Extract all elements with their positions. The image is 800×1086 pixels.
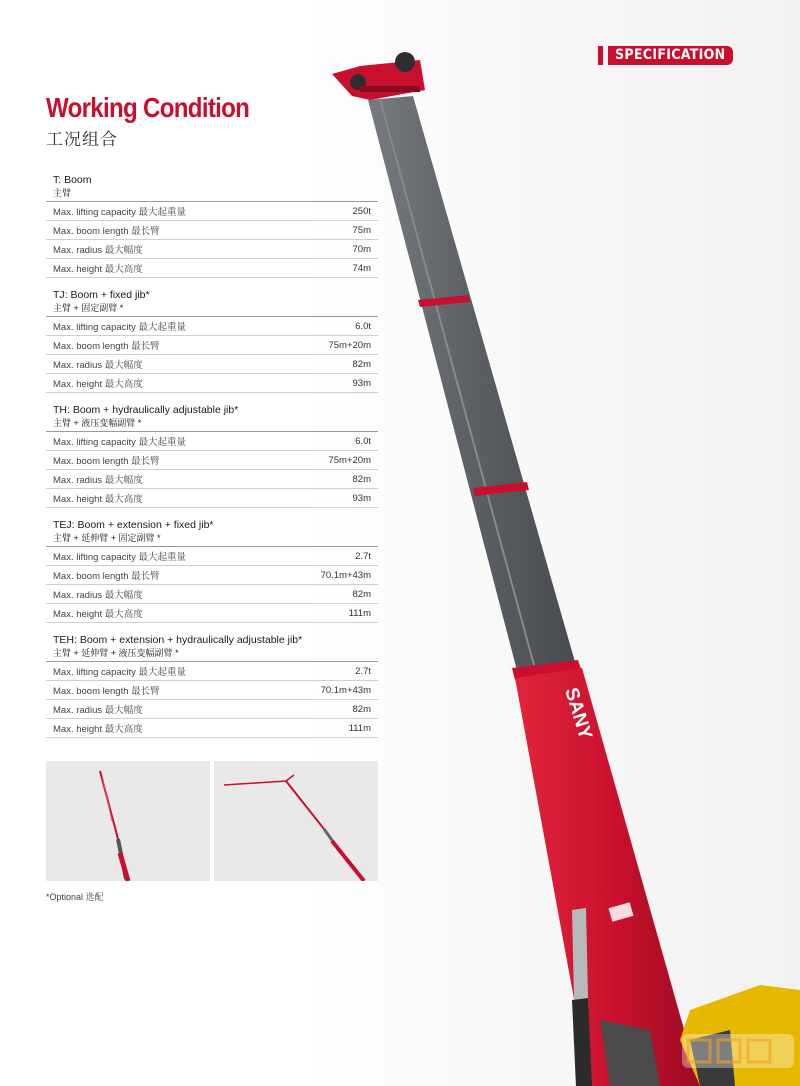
spec-label: Max. height 最大高度 [53,379,143,390]
group-heading [46,633,378,662]
spec-group-teh [46,633,378,738]
spec-value: 75m+20m [328,339,371,351]
spec-group-tj [46,288,378,393]
spec-value: 70m [352,243,371,255]
spec-label: Max. boom length 最长臂 [53,341,160,352]
spec-group-th [46,403,378,508]
spec-row [46,585,378,604]
spec-value: 111m [348,722,371,734]
configuration-thumbnails [46,761,378,881]
spec-value: 74m [352,262,371,274]
spec-label: Max. lifting capacity 最大起重量 [53,207,187,218]
crane-thumbnail-1-icon [46,761,210,881]
spec-label: Max. boom length 最长臂 [53,226,160,237]
spec-label: Max. height 最大高度 [53,264,143,275]
spec-value: 70.1m+43m [320,569,371,581]
group-title-cn: 主臂 + 延伸臂 + 固定副臂 * [53,533,161,543]
group-title-cn: 主臂 [53,188,72,198]
spec-label: Max. radius 最大幅度 [53,360,143,371]
spec-label: Max. radius 最大幅度 [53,590,143,601]
spec-value: 2.7t [355,665,371,677]
optional-footnote: *Optional 选配 [46,892,104,902]
spec-value: 250t [352,205,371,217]
group-title-en: TEJ: Boom + extension + fixed jib* [53,519,214,531]
watermark-logo-icon [678,1022,798,1082]
spec-value: 6.0t [355,320,371,332]
spec-label: Max. height 最大高度 [53,724,143,735]
group-title-en: TH: Boom + hydraulically adjustable jib* [53,404,239,416]
spec-label: Max. boom length 最长臂 [53,456,160,467]
spec-row [46,470,378,489]
thumbnail-boom-luffing-jib [214,761,378,881]
specification-label: SPECIFICATION [608,46,733,65]
spec-label: Max. boom length 最长臂 [53,686,160,697]
group-title-en: TJ: Boom + fixed jib* [53,289,150,301]
spec-value: 75m [352,224,371,236]
crane-thumbnail-2-icon [214,761,378,881]
thumbnail-boom-fixed-jib [46,761,210,881]
spec-value: 82m [352,473,371,485]
spec-label: Max. lifting capacity 最大起重量 [53,552,187,563]
page-title: Working Condition [46,92,250,123]
spec-value: 2.7t [355,550,371,562]
spec-label: Max. radius 最大幅度 [53,245,143,256]
spec-row [46,432,378,451]
spec-row [46,451,378,470]
group-title-en: T: Boom [53,174,92,186]
spec-value: 6.0t [355,435,371,447]
spec-group-tej [46,518,378,623]
spec-value: 82m [352,703,371,715]
group-title-cn: 主臂 + 延伸臂 + 液压变幅副臂 * [53,648,179,658]
spec-value: 70.1m+43m [320,684,371,696]
spec-row [46,662,378,681]
spec-groups [46,173,378,748]
spec-row [46,336,378,355]
group-title-cn: 主臂 + 固定副臂 * [53,303,124,313]
spec-group-t [46,173,378,278]
spec-row [46,566,378,585]
spec-row [46,700,378,719]
group-title-en: TEH: Boom + extension + hydraulically adjustable jib* [53,634,303,646]
spec-row [46,604,378,623]
spec-row [46,221,378,240]
spec-row [46,202,378,221]
spec-row [46,374,378,393]
spec-value: 82m [352,358,371,370]
spec-row [46,240,378,259]
specification-tag [598,46,733,65]
page-subtitle: 工况组合 [46,130,118,150]
group-heading [46,173,378,202]
spec-label: Max. height 最大高度 [53,494,143,505]
tag-accent-bar [598,46,603,65]
spec-label: Max. lifting capacity 最大起重量 [53,322,187,333]
spec-value: 93m [352,377,371,389]
spec-row [46,317,378,336]
spec-label: Max. lifting capacity 最大起重量 [53,437,187,448]
spec-label: Max. boom length 最长臂 [53,571,160,582]
spec-row [46,547,378,566]
group-heading [46,518,378,547]
group-heading [46,403,378,432]
spec-row [46,681,378,700]
boom-brand-text: SANY [560,685,596,742]
spec-value: 82m [352,588,371,600]
spec-row [46,489,378,508]
group-heading [46,288,378,317]
spec-value: 75m+20m [328,454,371,466]
spec-row [46,259,378,278]
spec-label: Max. radius 最大幅度 [53,475,143,486]
spec-label: Max. height 最大高度 [53,609,143,620]
group-title-cn: 主臂 + 液压变幅副臂 * [53,418,142,428]
spec-label: Max. radius 最大幅度 [53,705,143,716]
spec-label: Max. lifting capacity 最大起重量 [53,667,187,678]
spec-value: 111m [348,607,371,619]
spec-row [46,719,378,738]
spec-value: 93m [352,492,371,504]
spec-row [46,355,378,374]
